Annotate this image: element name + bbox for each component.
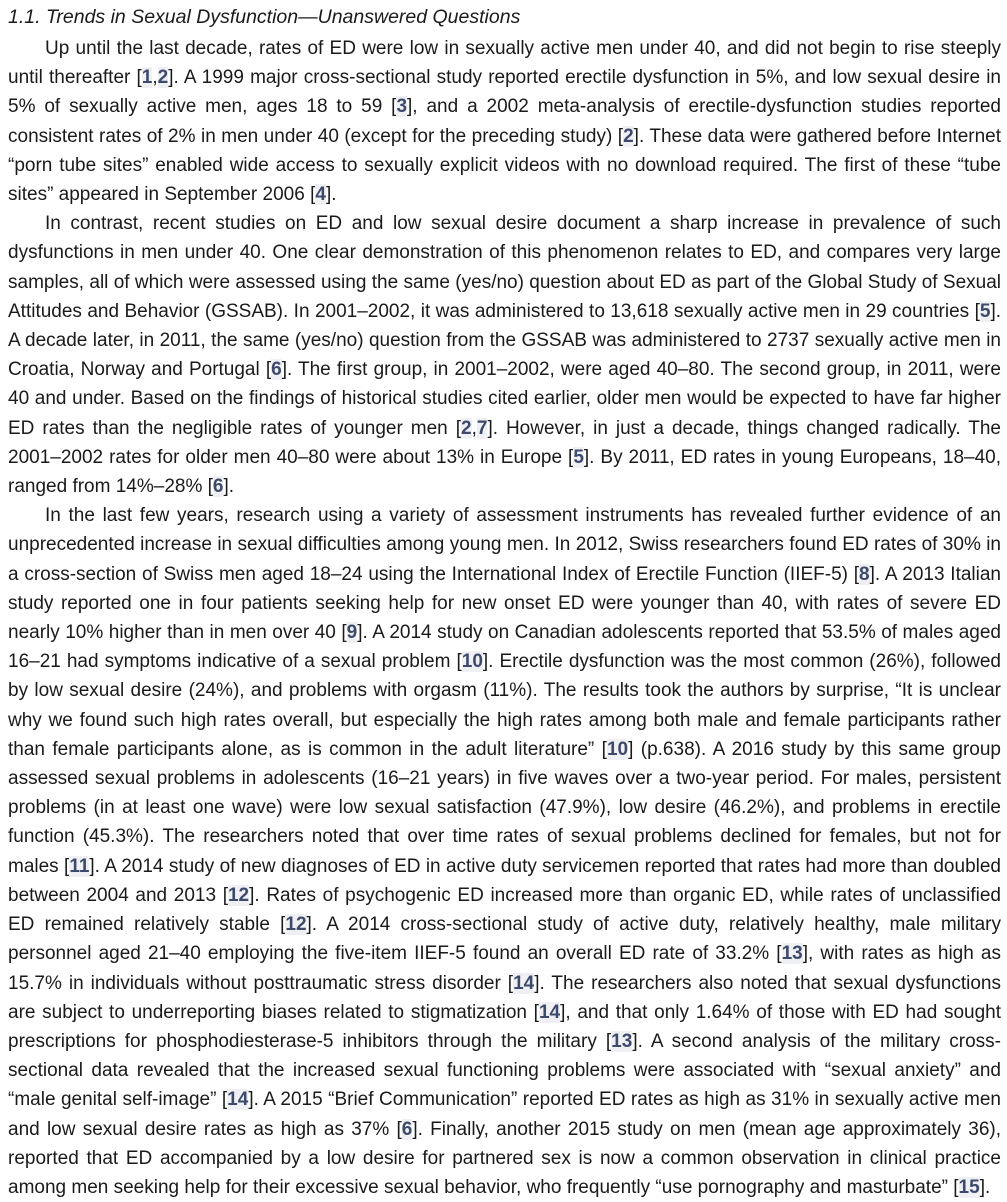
citation-link[interactable]: 15	[958, 1176, 980, 1198]
paragraph-text: ]. A 1999 major cross-sectional study reported erectile dysfunction in 5%, and low sexual desire in 5% of sexually active men, ages 18 to 59 [	[8, 67, 1001, 118]
citation-link[interactable]: 6	[271, 359, 282, 381]
citation-link[interactable]: 4	[315, 184, 326, 206]
paragraph-text: ]. A second analysis of the military cross-sectional data revealed that the increased sexual functioning problems were associated with “sexual anxiety” and “male genital self-image” [	[8, 1030, 1001, 1111]
citation-link[interactable]: 2	[623, 125, 634, 147]
paragraph-text: In the last few years, research using a variety of assessment instruments has revealed further evidence of an unprecedented increase in sexual difficulties among young men. In 2012, Swiss researchers found ED rates of 30% in a cross-section of Swiss men aged 18–24 using the International Index of Erectile Function (IIEF-5) [	[8, 505, 1001, 585]
citation-link[interactable]: 8	[859, 563, 870, 585]
paragraph-text: ]. However, in just a decade, things changed radically. The 2001–2002 rates for older men 40–80 were about 13% in Europe [	[8, 417, 1001, 468]
paragraph-text: ], and that only 1.64% of those with ED had sought prescriptions for phosphodiesterase-5 inhibitors through the military [	[8, 1001, 1001, 1052]
paragraph	[8, 34, 1001, 209]
paragraph-text: ,	[152, 67, 158, 89]
paragraph-text: ], with rates as high as 15.7% in individuals without posttraumatic stress disorder [	[8, 943, 1001, 994]
paragraph-text: ]. A 2014 cross-sectional study of active duty, relatively healthy, male military personnel aged 21–40 employing the five-item IIEF-5 found an overall ED rate of 33.2% [	[8, 914, 1001, 965]
section-body	[8, 34, 1001, 1202]
citation-link[interactable]: 12	[285, 914, 307, 936]
citation-link[interactable]: 13	[781, 943, 803, 965]
citation-link[interactable]: 5	[979, 300, 991, 322]
citation-link[interactable]: 14	[513, 972, 535, 994]
citation-link[interactable]: 12	[227, 884, 250, 906]
paragraph-text: ].	[979, 1176, 991, 1198]
citation-link[interactable]: 13	[611, 1030, 633, 1052]
citation-link[interactable]: 2	[461, 417, 472, 439]
citation-link[interactable]: 6	[212, 476, 224, 498]
paragraph	[8, 209, 1001, 501]
citation-link[interactable]: 5	[573, 446, 584, 468]
citation-link[interactable]: 7	[476, 417, 488, 439]
citation-link[interactable]: 2	[157, 67, 169, 89]
citation-link[interactable]: 6	[401, 1118, 413, 1140]
paragraph-text: ]. The first group, in 2001–2002, were aged 40–80. The second group, in 2011, were 40 and under. Based on the findings of historical studies cited earlier, older men would be expected to have far higher ED rates than the negligible rates of younger men [	[8, 359, 1001, 439]
citation-link[interactable]: 10	[461, 651, 483, 673]
citation-link[interactable]: 14	[227, 1089, 249, 1111]
section-title: 1.1. Trends in Sexual Dysfunction—Unanswered Questions	[8, 6, 521, 28]
paragraph-text: ]. A 2015 “Brief Communication” reported ED rates as high as 31% in sexually active men and low sexual desire rates as high as 37% [	[8, 1089, 1001, 1140]
paragraph-text: ].	[325, 184, 337, 206]
citation-link[interactable]: 1	[141, 67, 153, 89]
paragraph-text: ]. Erectile dysfunction was the most common (26%), followed by low sexual desire (24%), and problems with orgasm (11%). The results took the authors by surprise, “It is unclear why we found such high rates overall, but especially the high rates among both male and female participants rather than female participants alone, as is common in the adult literature” [	[8, 651, 1001, 760]
paragraph-text: Up until the last decade, rates of ED were low in sexually active men under 40, and did not begin to rise steeply until thereafter [	[8, 38, 1001, 89]
paragraph-text: ]. A 2014 study on Canadian adolescents reported that 53.5% of males aged 16–21 had symptoms indicative of a sexual problem [	[8, 622, 1001, 673]
paragraph-text: ]. The researchers also noted that sexual dysfunctions are subject to underreporting biases related to stigmatization [	[8, 972, 1001, 1023]
citation-link[interactable]: 3	[396, 96, 408, 118]
paragraph-text: ].	[223, 476, 235, 498]
paragraph-text: ]. By 2011, ED rates in young Europeans, 18–40, ranged from 14%–28% [	[8, 446, 1001, 498]
paragraph-text: ] (p.638). A 2016 study by this same group assessed sexual problems in adolescents (16–21 years) in five waves over a two-year period. For males, persistent problems (in at least one wave) were low sexual satisfaction (47.9%), low desire (46.2%), and problems in erectile function (45.3%). The researchers noted that over time rates of sexual problems declined for females, but not for males [	[8, 738, 1001, 877]
citation-link[interactable]: 9	[346, 622, 358, 644]
citation-link[interactable]: 10	[606, 738, 629, 760]
paragraph-text: ]. A 2014 study of new diagnoses of ED in active duty servicemen reported that rates had more than doubled between 2004 and 2013 [	[8, 855, 1001, 906]
paragraph	[8, 501, 1001, 1202]
paragraph-text: ]. A 2013 Italian study reported one in four patients seeking help for new onset ED were younger than 40, with rates of severe ED nearly 10% higher than in men over 40 [	[8, 563, 1001, 644]
citation-link[interactable]: 11	[69, 855, 90, 877]
paragraph-text: ]. Finally, another 2015 study on men (mean age approximately 36), reported that ED accompanied by a low desire for partnered sex is now a common observation in clinical practice among men seeking help for their excessive sexual behavior, who frequently “use pornography and masturbate” [	[8, 1118, 1001, 1198]
citation-link[interactable]: 14	[538, 1001, 561, 1023]
paragraph-text: ]. These data were gathered before Internet “porn tube sites” enabled wide access to sexually explicit videos with no download required. The first of these “tube sites” appeared in September 2006 [	[8, 125, 1002, 206]
paragraph-text: In contrast, recent studies on ED and low sexual desire document a sharp increase in prevalence of such dysfunctions in men under 40. One clear demonstration of this phenomenon relates to ED, and compares very large samples, all of which were assessed using the same (yes/no) question about ED as part of the Global Study of Sexual Attitudes and Behavior (GSSAB). In 2001–2002, it was administered to 13,618 sexually active men in 29 countries [	[8, 213, 1001, 322]
paragraph-text: ], and a 2002 meta-analysis of erectile-dysfunction studies reported consistent rates of 2% in men under 40 (except for the preceding study) [	[8, 96, 1001, 147]
paragraph-text: ]. Rates of psychogenic ED increased more than organic ED, while rates of unclassified ED remained relatively stable [	[8, 884, 1002, 936]
paragraph-text: ,	[471, 417, 477, 439]
paragraph-text: ]. A decade later, in 2011, the same (yes/no) question from the GSSAB was administered to 2737 sexually active men in Croatia, Norway and Portugal [	[8, 300, 1001, 381]
